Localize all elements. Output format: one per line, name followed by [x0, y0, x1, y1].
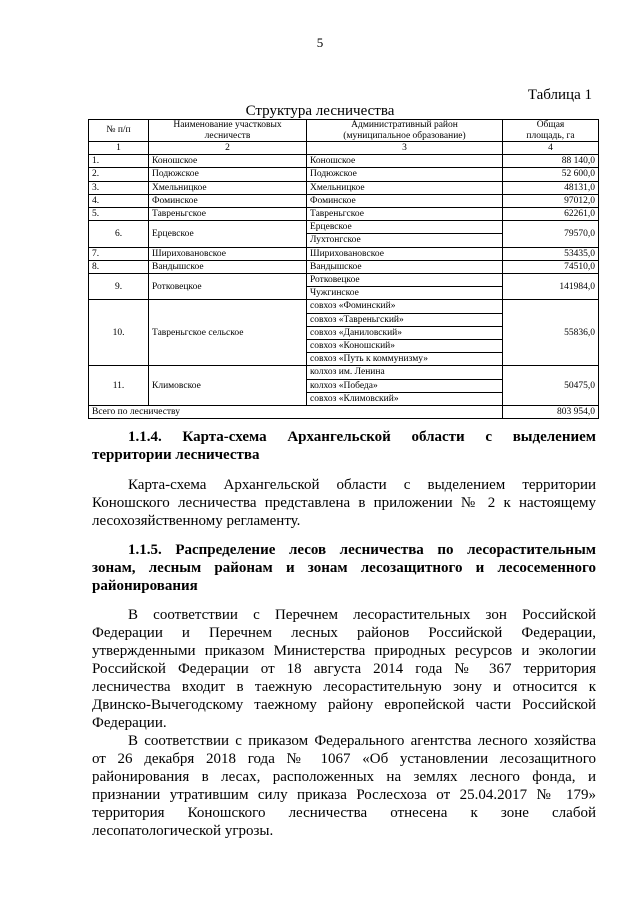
row-name: Коношское	[149, 155, 307, 168]
section-115-p1-line7: Федерации.	[92, 715, 167, 731]
row-number: 4.	[89, 194, 149, 207]
row-area: 88 140,0	[503, 155, 599, 168]
row-name: Ерцевское	[149, 221, 307, 247]
row-district: Ерцевское	[307, 221, 503, 234]
row-district: совхоз «Фоминский»	[307, 300, 503, 313]
col-number-4: 4	[503, 142, 599, 155]
table-row	[89, 221, 599, 234]
row-number: 7.	[89, 247, 149, 260]
table-header-row	[89, 120, 599, 142]
row-district: совхоз «Даниловский»	[307, 326, 503, 339]
row-number: 6.	[89, 221, 149, 247]
row-number: 2.	[89, 168, 149, 181]
row-number: 8.	[89, 260, 149, 273]
col-number-3: 3	[307, 142, 503, 155]
col-number-2: 2	[149, 142, 307, 155]
section-115-p2-line2: от 26 декабря 2018 года № 1067 «Об установлении лесозащитного	[92, 751, 596, 767]
section-115-heading-line3: районирования	[92, 578, 198, 594]
row-district: Шириховановское	[307, 247, 503, 260]
section-115-p2-line4: признании утратившим силу приказа Рослесхоза от 25.04.2017 № 179»	[92, 787, 596, 803]
row-number: 10.	[89, 300, 149, 366]
section-115-p1-line4: Российской Федерации от 18 августа 2014 года № 367 территория	[92, 661, 596, 677]
row-name: Шириховановское	[149, 247, 307, 260]
section-114-para-line1: Карта-схема Архангельской области с выделением территории	[128, 477, 596, 493]
row-area: 53435,0	[503, 247, 599, 260]
col-header-area: Общая площадь, га	[503, 120, 599, 142]
section-114-heading-line1: 1.1.4. Карта-схема Архангельской области с выделением	[128, 429, 596, 445]
row-name: Хмельницкое	[149, 181, 307, 194]
col-number-1: 1	[89, 142, 149, 155]
row-area: 141984,0	[503, 274, 599, 300]
row-area: 97012,0	[503, 194, 599, 207]
row-district: совхоз «Климовский»	[307, 392, 503, 405]
table-row	[89, 168, 599, 181]
row-area: 74510,0	[503, 260, 599, 273]
table-row	[89, 247, 599, 260]
row-district: Хмельницкое	[307, 181, 503, 194]
section-115-p1-line2: Федерации и Перечнем лесных районов Российской Федерации,	[92, 625, 596, 641]
section-115-heading-line1: 1.1.5. Распределение лесов лесничества по лесорастительным	[128, 542, 596, 558]
row-name: Тавреньгское сельское	[149, 300, 307, 366]
row-district: колхоз им. Ленина	[307, 366, 503, 379]
row-district: колхоз «Победа»	[307, 379, 503, 392]
section-115-p2-line1: В соответствии с приказом Федерального агентства лесного хозяйства	[128, 733, 596, 749]
row-district: совхоз «Тавреньгский»	[307, 313, 503, 326]
row-number: 11.	[89, 366, 149, 406]
table-row	[89, 155, 599, 168]
row-area: 52 600,0	[503, 168, 599, 181]
row-district: совхоз «Путь к коммунизму»	[307, 353, 503, 366]
table-row	[89, 208, 599, 221]
row-number: 3.	[89, 181, 149, 194]
page-number: 5	[316, 35, 324, 50]
table-total-row	[89, 406, 599, 419]
row-district: Тавреньгское	[307, 208, 503, 221]
row-name: Вандышское	[149, 260, 307, 273]
row-name: Подюжское	[149, 168, 307, 181]
row-area: 50475,0	[503, 366, 599, 406]
col-header-district: Административный район (муниципальное образование)	[307, 120, 503, 142]
row-name: Фоминское	[149, 194, 307, 207]
col-header-name: Наименование участковых лесничеств	[149, 120, 307, 142]
row-district: Подюжское	[307, 168, 503, 181]
section-114-para-line2: Коношского лесничества представлена в приложении № 2 к настоящему	[92, 495, 596, 511]
table-row	[89, 274, 599, 287]
row-area: 79570,0	[503, 221, 599, 247]
table-title: Структура лесничества	[245, 103, 395, 119]
row-district: Лухтонгское	[307, 234, 503, 247]
total-label: Всего по лесничеству	[89, 406, 503, 419]
col-header-number: № п/п	[89, 120, 149, 142]
section-115-p2-line3: районирования в лесах, расположенных на землях лесного фонда, и	[92, 769, 596, 785]
table-row	[89, 300, 599, 313]
table-column-numbers-row	[89, 142, 599, 155]
row-name: Ротковецкое	[149, 274, 307, 300]
forestry-structure-table	[88, 119, 599, 419]
table-label: Таблица 1	[527, 87, 592, 103]
row-number: 1.	[89, 155, 149, 168]
total-area: 803 954,0	[503, 406, 599, 419]
section-115-p2-line6: лесопатологической угрозы.	[92, 823, 274, 839]
row-area: 48131,0	[503, 181, 599, 194]
table-row	[89, 181, 599, 194]
row-area: 55836,0	[503, 300, 599, 366]
section-115-p1-line3: утвержденными приказом Министерства природных ресурсов и экологии	[92, 643, 596, 659]
section-114-para-line3: лесохозяйственному регламенту.	[92, 513, 301, 529]
section-115-p1-line6: Двинско-Вычегодскому таежному району европейской части Российской	[92, 697, 596, 713]
row-number: 9.	[89, 274, 149, 300]
row-district: Вандышское	[307, 260, 503, 273]
table-row	[89, 260, 599, 273]
section-115-p1-line5: лесничества входит в таежную лесорастительную зону и относится к	[92, 679, 596, 695]
section-115-heading-line2: зонам, лесным районам и зонам лесозащитного и лесосеменного	[92, 560, 596, 576]
table-row	[89, 366, 599, 379]
row-name: Тавреньгское	[149, 208, 307, 221]
row-district: Ротковецкое	[307, 274, 503, 287]
section-115-p1-line1: В соответствии с Перечнем лесорастительных зон Российской	[128, 607, 596, 623]
row-number: 5.	[89, 208, 149, 221]
row-district: Коношское	[307, 155, 503, 168]
row-district: Чужгинское	[307, 287, 503, 300]
section-114-heading-line2: территории лесничества	[92, 447, 260, 463]
row-name: Климовское	[149, 366, 307, 406]
row-district: Фоминское	[307, 194, 503, 207]
section-115-p2-line5: территория Коношского лесничества отнесена к зоне слабой	[92, 805, 596, 821]
row-area: 62261,0	[503, 208, 599, 221]
table-row	[89, 194, 599, 207]
row-district: совхоз «Коношский»	[307, 340, 503, 353]
